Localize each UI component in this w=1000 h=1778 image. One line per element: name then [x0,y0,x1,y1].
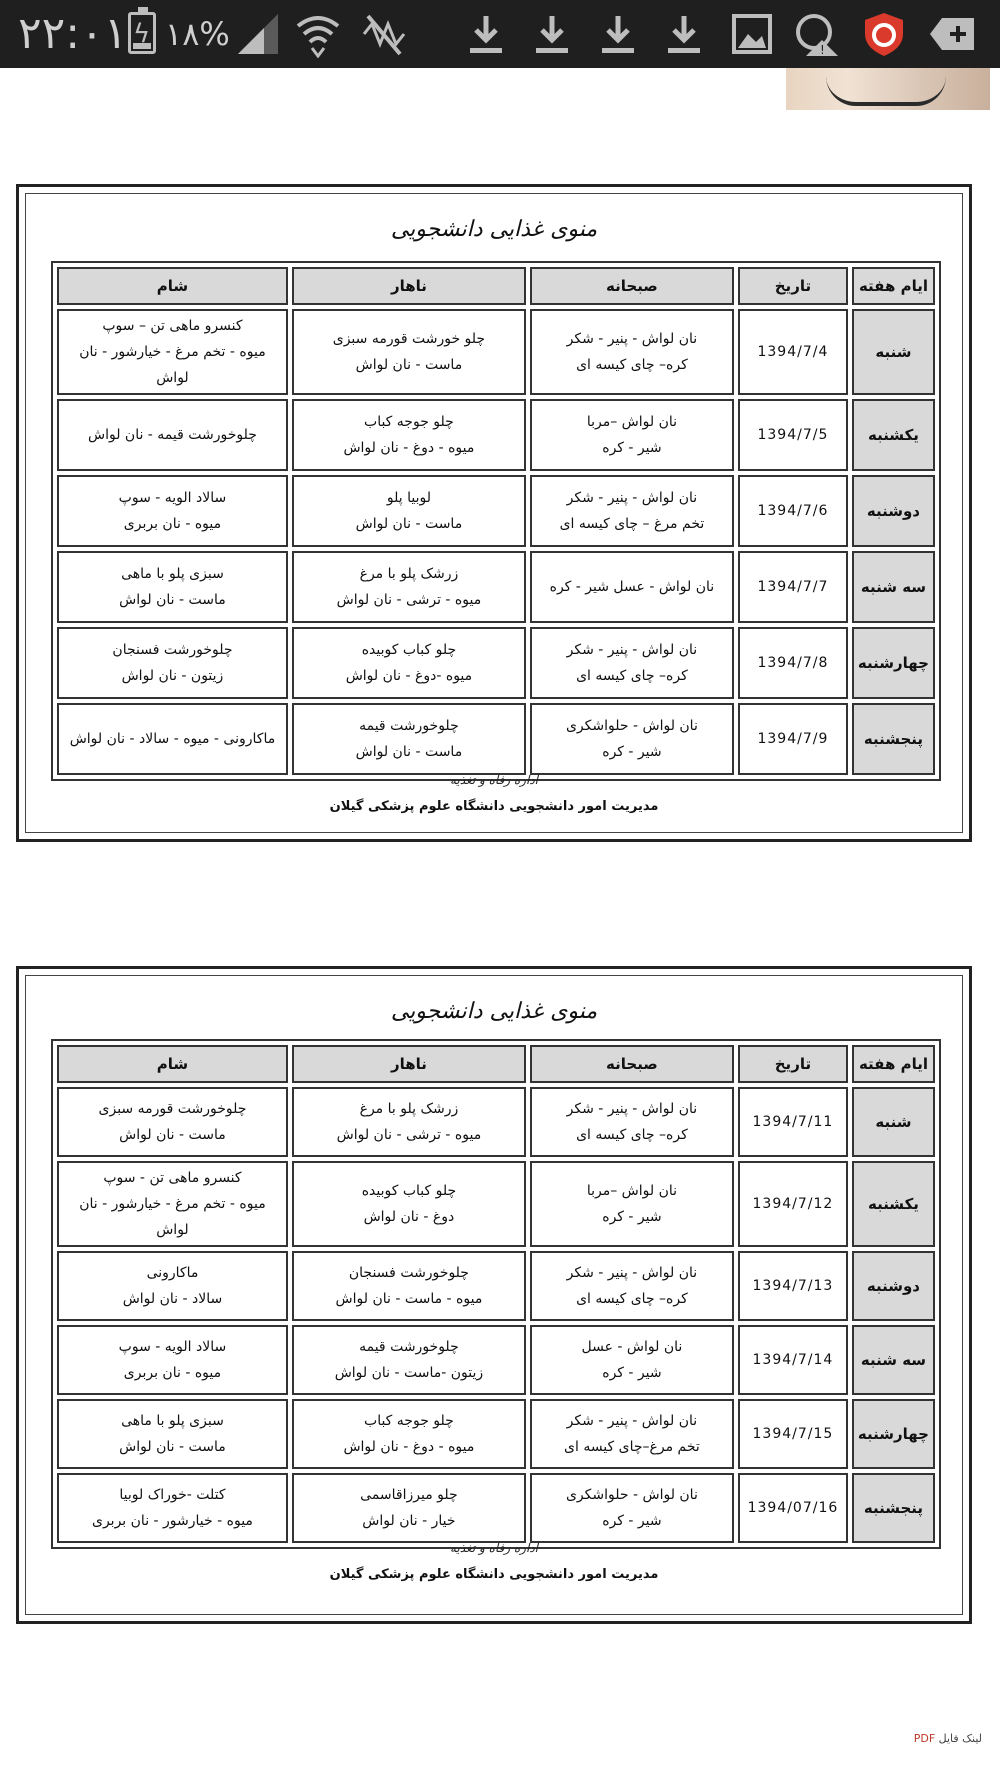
signal-icon [234,10,282,58]
lunch-cell [292,1161,526,1247]
dinner-cell-line: کنسرو ماهی تن - سوپ [103,1170,242,1186]
dinner-cell [57,1087,288,1157]
header-date: تاریخ [738,267,848,305]
wifi-icon [294,10,342,58]
date-cell: 1394/7/5 [738,399,848,471]
dinner-cell-line: سالاد الویه - سوپ [118,490,227,506]
download-icon [660,10,708,58]
breakfast-cell [530,703,734,775]
lunch-cell [292,309,526,395]
lunch-cell-line: چلو میرزاقاسمی [360,1487,458,1503]
day-cell: چهارشنبه [852,1399,935,1469]
dinner-cell-line: ماست - نان لواش [119,1127,226,1143]
lunch-cell [292,399,526,471]
breakfast-cell-line: تخم مرغ – چای کیسه ای [559,516,705,532]
lunch-cell-line: میوه - دوغ - نان لواش [343,440,475,456]
mute-icon [360,10,408,58]
breakfast-cell-line: نان لواش - پنیر - شکر [566,331,698,347]
header-date: تاریخ [738,1045,848,1083]
header-lunch: ناهار [292,1045,526,1083]
breakfast-cell-line: نان لواش - حلواشکری [565,718,698,734]
svg-text:!: ! [820,43,825,57]
breakfast-cell [530,309,734,395]
breakfast-cell-line: تخم مرغ–چای کیسه ای [564,1439,700,1455]
lunch-cell [292,1325,526,1395]
date-cell: 1394/7/13 [738,1251,848,1321]
dinner-cell-line: کنسرو ماهی تن – سوپ [102,318,243,334]
breakfast-cell [530,475,734,547]
dinner-cell [57,309,288,395]
menu-table [51,261,941,781]
dinner-cell-line: میوه - تخم مرغ - خیارشور - نان لواش [79,344,266,386]
dinner-cell [57,399,288,471]
table-row [57,627,935,699]
table-row [57,1473,935,1543]
table-row [57,399,935,471]
lunch-cell [292,1473,526,1543]
menu-footer: مدیریت امور دانشجویی دانشگاه علوم پزشکی گیلان [329,799,659,814]
dinner-cell [57,627,288,699]
dinner-cell [57,475,288,547]
header-dinner: شام [57,1045,288,1083]
dinner-cell-line: چلوخورشت فسنجان [112,642,233,658]
lunch-cell-line: زرشک پلو با مرغ [359,566,459,582]
breakfast-cell-line: کره– چای کیسه ای [576,1291,688,1307]
date-cell: 1394/7/9 [738,703,848,775]
table-row [57,1399,935,1469]
dinner-cell-line: سبزی پلو با ماهی [121,1413,224,1429]
breakfast-cell [530,627,734,699]
menu-document [16,966,972,1624]
lunch-cell [292,1251,526,1321]
day-cell: چهارشنبه [852,627,935,699]
lunch-cell-line: میوه - ترشی - نان لواش [336,1127,482,1143]
breakfast-cell-line: نان لواش –مربا [586,1183,678,1199]
menu-rows [57,1087,935,1543]
dinner-cell [57,1161,288,1247]
dinner-cell-line: سالاد - نان لواش [122,1291,223,1307]
breakfast-cell [530,399,734,471]
menu-title: منوی غذایی دانشجویی [390,217,598,242]
header-lunch: ناهار [292,267,526,305]
dinner-cell [57,1251,288,1321]
lunch-cell-line: لوبیا پلو [386,490,431,506]
breakfast-cell-line: کره– چای کیسه ای [576,357,688,373]
breakfast-cell-line: شیر - کره [602,440,662,456]
dinner-cell [57,703,288,775]
signature: اداره رفاه و تغذیه [449,1541,538,1555]
battery-icon: ϟ [128,12,156,54]
breakfast-cell-line: نان لواش - پنیر - شکر [566,1101,698,1117]
lunch-cell-line: دوغ - نان لواش [363,1209,455,1225]
lunch-cell [292,475,526,547]
pdf-link[interactable] [914,1732,982,1745]
lunch-cell-line: چلو جوجه کباب [364,414,454,430]
menu-document [16,184,972,842]
breakfast-cell-line: کره– چای کیسه ای [576,1127,688,1143]
menu-table [51,1039,941,1549]
day-cell: یکشنبه [852,1161,935,1247]
dinner-cell-line: کتلت -خوراک لوبیا [119,1487,226,1503]
header-breakfast: صبحانه [530,1045,734,1083]
breakfast-cell-line: نان لواش - پنیر - شکر [566,1413,698,1429]
breakfast-cell-line: نان لواش - پنیر - شکر [566,490,698,506]
dinner-cell [57,1325,288,1395]
dinner-cell-line: میوه - خیارشور - نان بربری [92,1513,253,1529]
lunch-cell-line: ماست - نان لواش [355,357,463,373]
breakfast-cell [530,1473,734,1543]
breakfast-cell-line: شیر - کره [602,744,662,760]
date-cell: 1394/7/15 [738,1399,848,1469]
day-cell: سه شنبه [852,1325,935,1395]
breakfast-cell [530,1399,734,1469]
lunch-cell-line: میوه - ترشی - نان لواش [336,592,482,608]
header-day: ایام هفته [852,1045,935,1083]
breakfast-cell [530,551,734,623]
lunch-cell-line: میوه - ماست - نان لواش [335,1291,483,1307]
lunch-cell-line: زیتون -ماست - نان لواش [334,1365,484,1381]
table-row [57,703,935,775]
day-cell: دوشنبه [852,1251,935,1321]
day-cell: پنجشنبه [852,703,935,775]
breakfast-cell [530,1161,734,1247]
dinner-cell [57,1399,288,1469]
lunch-cell-line: ماست - نان لواش [355,744,463,760]
dinner-cell-line: سالاد الویه - سوپ [118,1339,227,1355]
table-row [57,1325,935,1395]
shield-icon [860,10,908,58]
lunch-cell-line: چلوخورشت قیمه [359,1339,459,1355]
lunch-cell-line: چلو کباب کوبیده [361,642,457,658]
dinner-cell-line: میوه - نان بربری [123,1365,222,1381]
date-cell: 1394/7/8 [738,627,848,699]
menu-title: منوی غذایی دانشجویی [390,999,598,1024]
breakfast-cell-line: شیر - کره [602,1365,662,1381]
dinner-cell-line: ماست - نان لواش [119,1439,226,1455]
table-row [57,1251,935,1321]
warning-app-icon [792,10,840,58]
breakfast-cell-line: نان لواش –مربا [586,414,678,430]
day-cell: سه شنبه [852,551,935,623]
image-icon [728,10,776,58]
breakfast-cell-line: نان لواش - حلواشکری [565,1487,698,1503]
day-cell: شنبه [852,309,935,395]
breakfast-cell [530,1087,734,1157]
table-row [57,1161,935,1247]
breakfast-cell-line: نان لواش - عسل [581,1339,683,1355]
table-row [57,551,935,623]
day-cell: پنجشنبه [852,1473,935,1543]
lunch-cell-line: ماست - نان لواش [355,516,463,532]
dinner-cell-line: چلوخورشت قورمه سبزی [98,1101,247,1117]
download-icon [462,10,510,58]
header-breakfast: صبحانه [530,267,734,305]
menu-rows [57,309,935,775]
header-day: ایام هفته [852,267,935,305]
breakfast-cell-line: شیر - کره [602,1513,662,1529]
date-cell: 1394/7/11 [738,1087,848,1157]
day-cell: شنبه [852,1087,935,1157]
status-bar [0,0,1000,68]
lunch-cell-line: میوه - دوغ - نان لواش [343,1439,475,1455]
dinner-cell-line: میوه - نان بربری [123,516,222,532]
add-tab-icon[interactable] [928,10,976,58]
lunch-cell-line: چلو خورشت قورمه سبزی [332,331,486,347]
dinner-cell-line: سبزی پلو با ماهی [121,566,224,582]
lunch-cell-line: خیار - نان لواش [362,1513,456,1529]
status-time: ۲۲:۰۱ [18,8,128,59]
breakfast-cell-line: نان لواش - عسل شیر - کره [549,579,715,595]
lunch-cell-line: چلوخورشت قیمه [359,718,459,734]
dinner-cell [57,551,288,623]
date-cell: 1394/7/6 [738,475,848,547]
table-row [57,475,935,547]
breakfast-cell [530,1325,734,1395]
dinner-cell-line: میوه - تخم مرغ - خیارشور - نان لواش [79,1196,266,1238]
lunch-cell [292,627,526,699]
image-thumbnail [786,68,990,110]
menu-footer: مدیریت امور دانشجویی دانشگاه علوم پزشکی گیلان [329,1567,659,1582]
lunch-cell-line: زرشک پلو با مرغ [359,1101,459,1117]
download-icon [594,10,642,58]
dinner-cell-line: ماکارونی [146,1265,199,1281]
lunch-cell [292,551,526,623]
pdf-link-label: لینک فایل [938,1732,982,1745]
breakfast-cell-line: کره– چای کیسه ای [576,668,688,684]
breakfast-cell [530,1251,734,1321]
date-cell: 1394/7/12 [738,1161,848,1247]
dinner-cell-line: زیتون - نان لواش [121,668,224,684]
date-cell: 1394/7/14 [738,1325,848,1395]
date-cell: 1394/7/7 [738,551,848,623]
lunch-cell [292,703,526,775]
date-cell: 1394/07/16 [738,1473,848,1543]
lunch-cell [292,1399,526,1469]
table-row [57,1087,935,1157]
lunch-cell [292,1087,526,1157]
dinner-cell-line: ماست - نان لواش [119,592,226,608]
signature: اداره رفاه و تغذیه [449,773,538,787]
lunch-cell-line: چلوخورشت فسنجان [348,1265,469,1281]
pdf-tag: PDF [913,1732,936,1745]
lunch-cell-line: چلو کباب کوبیده [361,1183,457,1199]
breakfast-cell-line: شیر - کره [602,1209,662,1225]
day-cell: یکشنبه [852,399,935,471]
date-cell: 1394/7/4 [738,309,848,395]
dinner-cell-line: ماکارونی - میوه - سالاد - نان لواش [69,731,276,747]
dinner-cell [57,1473,288,1543]
breakfast-cell-line: نان لواش - پنیر - شکر [566,1265,698,1281]
lunch-cell-line: میوه -دوغ - نان لواش [345,668,473,684]
lunch-cell-line: چلو جوجه کباب [364,1413,454,1429]
day-cell: دوشنبه [852,475,935,547]
download-icon [528,10,576,58]
table-row [57,309,935,395]
header-dinner: شام [57,267,288,305]
battery-percent: ۱۸% [165,15,230,53]
dinner-cell-line: چلوخورشت قیمه - نان لواش [87,427,257,443]
breakfast-cell-line: نان لواش - پنیر - شکر [566,642,698,658]
